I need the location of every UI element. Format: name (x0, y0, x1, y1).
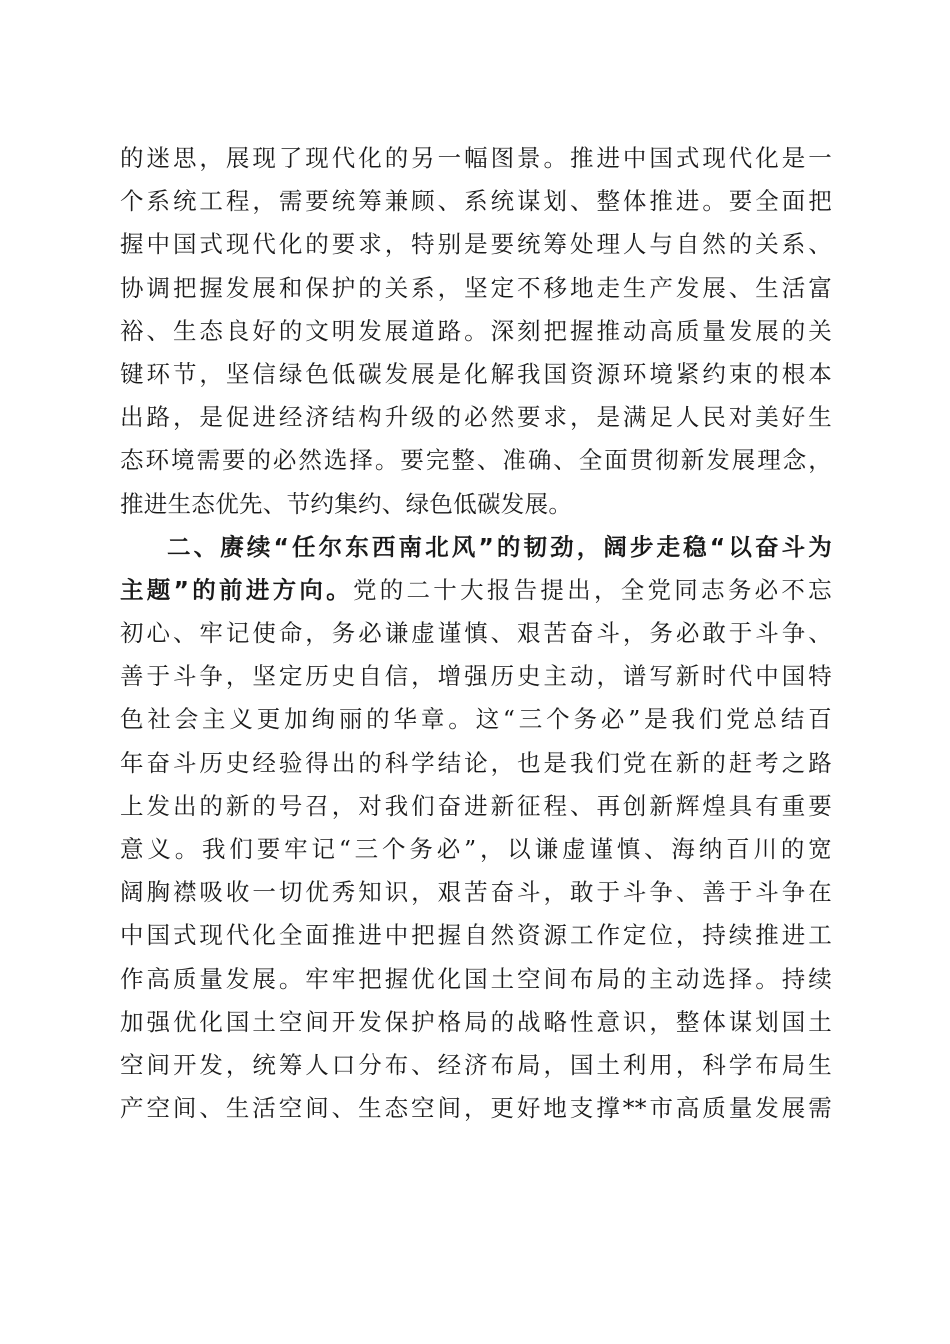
p2-line-11: 加强优化国土空间开发保护格局的战略性意识，整体谋划国土 (120, 1007, 832, 1036)
p1-line-4: 协调把握发展和保护的关系，坚定不移地走生产发展、生活富 (120, 273, 832, 302)
p1-line-2: 个系统工程，需要统筹兼顾、系统谋划、整体推进。要全面把 (120, 187, 832, 216)
p1-line-7: 出路，是促进经济结构升级的必然要求，是满足人民对美好生 (120, 403, 832, 432)
p2-line-2: 初心、牢记使命，务必谦虚谨慎、艰苦奋斗，务必敢于斗争、 (120, 619, 832, 648)
section-heading: 二、赓续“任尔东西南北风”的韧劲，阔步走稳“以奋斗为 (167, 532, 832, 561)
p2-line-9: 中国式现代化全面推进中把握自然资源工作定位，持续推进工 (120, 921, 832, 950)
p2-line-1 (120, 569, 832, 612)
p1-line-6: 键环节，坚信绿色低碳发展是化解我国资源环境紧约束的根本 (120, 359, 832, 388)
p1-line-1: 的迷思，展现了现代化的另一幅图景。推进中国式现代化是一 (120, 144, 832, 172)
body-text (120, 137, 832, 1130)
p2-line-8: 阔胸襟吸收一切优秀知识，艰苦奋斗，敢于斗争、善于斗争在 (120, 878, 832, 907)
p2-line-5: 年奋斗历史经验得出的科学结论，也是我们党在新的赶考之路 (120, 748, 832, 777)
p2-line-7: 意义。我们要牢记“三个务必”，以谦虚谨慎、海纳百川的宽 (120, 835, 832, 863)
p1-line-3: 握中国式现代化的要求，特别是要统筹处理人与自然的关系、 (120, 230, 832, 259)
p1-line-8: 态环境需要的必然选择。要完整、准确、全面贯彻新发展理念， (120, 446, 832, 475)
p2-line-13: 产空间、生活空间、生态空间，更好地支撑**市高质量发展需 (120, 1094, 832, 1123)
p2-line-4: 色社会主义更加绚丽的华章。这“三个务必”是我们党总结百 (120, 705, 832, 734)
p2-line-6: 上发出的新的号召，对我们奋进新征程、再创新辉煌具有重要 (120, 791, 832, 820)
p2-line-3: 善于斗争，坚定历史自信，增强历史主动，谱写新时代中国特 (120, 662, 832, 691)
p1-line-5: 裕、生态良好的文明发展道路。深刻把握推动高质量发展的关 (120, 316, 832, 345)
p2-line-12: 空间开发，统筹人口分布、经济布局，国土利用，科学布局生 (120, 1050, 832, 1079)
p1-line-9: 推进生态优先、节约集约、绿色低碳发展。 (120, 489, 573, 518)
p2-line-1-text: 党的二十大报告提出，全党同志务必不忘 (352, 575, 832, 604)
p2-line-10: 作高质量发展。牢牢把握优化国土空间布局的主动选择。持续 (120, 964, 832, 993)
section-heading-end: 主题”的前进方向。 (120, 575, 353, 604)
